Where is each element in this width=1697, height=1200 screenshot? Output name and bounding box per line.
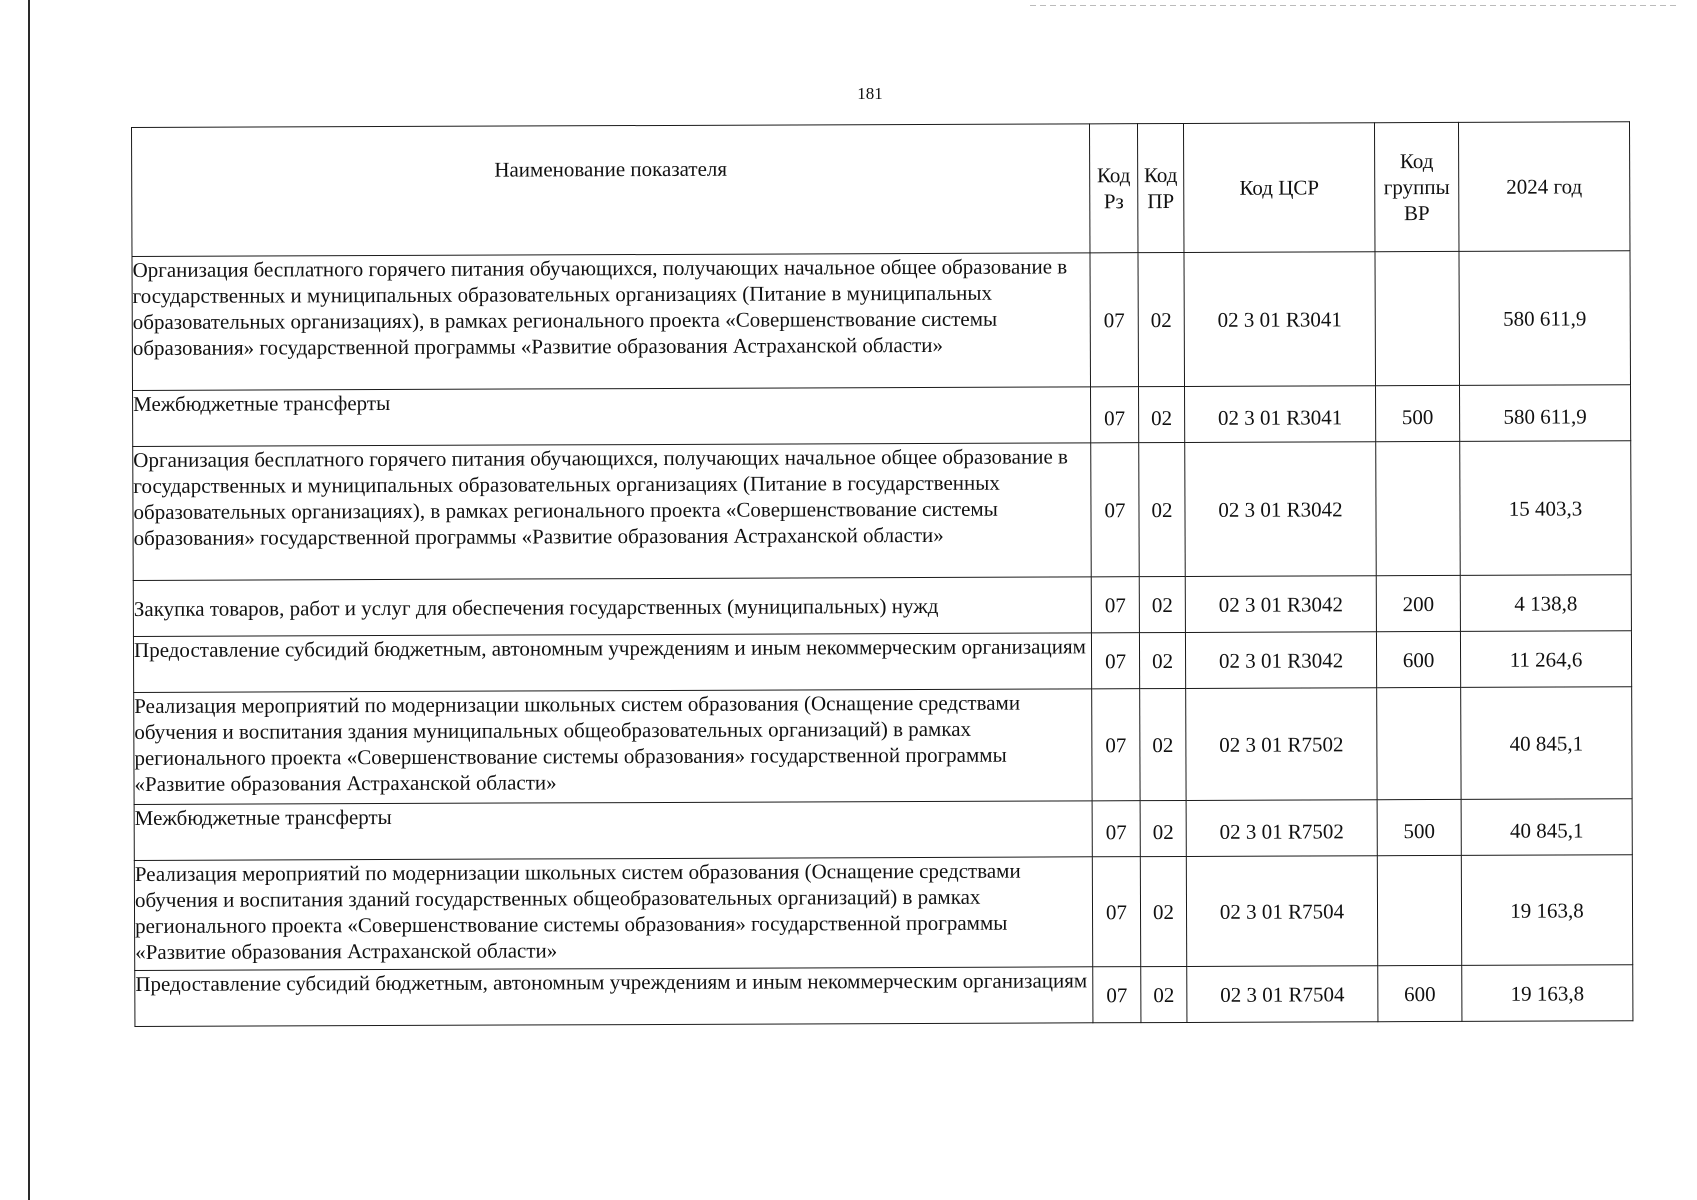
row-csr: 02 3 01 R7502 xyxy=(1186,800,1377,857)
row-rz: 07 xyxy=(1092,801,1140,857)
row-csr: 02 3 01 R7504 xyxy=(1187,966,1378,1023)
row-pr: 02 xyxy=(1138,252,1185,386)
row-amount: 40 845,1 xyxy=(1461,687,1632,800)
row-name: Межбюджетные трансферты xyxy=(134,801,1092,861)
header-year: 2024 год xyxy=(1458,122,1629,252)
row-csr: 02 3 01 R3041 xyxy=(1184,252,1376,387)
scan-left-edge xyxy=(28,0,30,1200)
row-name: Межбюджетные трансферты xyxy=(133,387,1091,447)
row-amount: 15 403,3 xyxy=(1460,441,1632,576)
row-vr: 200 xyxy=(1376,575,1460,631)
row-vr: 600 xyxy=(1376,631,1460,687)
row-rz: 07 xyxy=(1091,633,1139,689)
header-rz: Код Рз xyxy=(1089,124,1137,253)
row-pr: 02 xyxy=(1139,386,1185,442)
row-pr: 02 xyxy=(1141,966,1187,1022)
row-pr: 02 xyxy=(1139,576,1185,632)
row-amount: 580 611,9 xyxy=(1460,385,1631,442)
row-name: Организация бесплатного горячего питания обучающихся, получающих начальное общее образование в государственных и муниципальных образовательных организациях (Питание в государственных образовательных организациях), в рамках регионального проекта «Совершенствование системы образования» государственной программы «Развитие образования Астраханской области» xyxy=(133,443,1092,581)
table-row xyxy=(134,687,1632,805)
row-amount: 580 611,9 xyxy=(1459,251,1631,386)
row-vr: 500 xyxy=(1377,799,1461,855)
row-rz: 07 xyxy=(1092,857,1140,967)
table-row xyxy=(134,855,1632,971)
row-csr: 02 3 01 R3042 xyxy=(1185,632,1376,689)
row-amount: 19 163,8 xyxy=(1461,855,1632,966)
budget-table xyxy=(131,121,1633,1027)
row-csr: 02 3 01 R7504 xyxy=(1186,856,1377,967)
row-csr: 02 3 01 R3042 xyxy=(1185,442,1377,577)
row-vr xyxy=(1375,251,1460,385)
row-amount: 11 264,6 xyxy=(1460,631,1631,688)
row-rz: 07 xyxy=(1091,443,1140,577)
table-row xyxy=(135,965,1633,1027)
row-pr: 02 xyxy=(1139,632,1185,688)
header-csr: Код ЦСР xyxy=(1183,123,1374,253)
row-rz: 07 xyxy=(1090,253,1139,387)
row-pr: 02 xyxy=(1140,800,1186,856)
row-vr: 500 xyxy=(1376,385,1460,441)
table-row xyxy=(133,441,1632,581)
row-csr: 02 3 01 R3042 xyxy=(1185,576,1376,633)
row-csr: 02 3 01 R3041 xyxy=(1185,386,1376,443)
row-vr: 600 xyxy=(1378,965,1462,1021)
table-row xyxy=(132,251,1631,391)
table-row xyxy=(133,385,1631,447)
row-name: Предоставление субсидий бюджетным, автономным учреждениям и иным некоммерческим организациям xyxy=(133,633,1091,693)
table-row xyxy=(133,575,1631,637)
table-header-row xyxy=(132,122,1630,257)
header-pr: Код ПР xyxy=(1137,123,1183,252)
row-amount: 4 138,8 xyxy=(1460,575,1631,632)
row-rz: 07 xyxy=(1091,577,1139,633)
row-pr: 02 xyxy=(1140,688,1186,800)
row-name: Закупка товаров, работ и услуг для обеспечения государственных (муниципальных) нужд xyxy=(133,577,1091,637)
row-rz: 07 xyxy=(1092,689,1140,801)
table-row xyxy=(133,631,1631,693)
row-name: Предоставление субсидий бюджетным, автономным учреждениям и иным некоммерческим организациям xyxy=(135,967,1093,1027)
row-vr xyxy=(1377,687,1461,799)
header-name: Наименование показателя xyxy=(132,124,1090,257)
row-pr: 02 xyxy=(1140,856,1186,966)
row-name: Реализация мероприятий по модернизации школьных систем образования (Оснащение средствами обучения и воспитания зданий государственных общеобразовательных организаций) в рамках регионального проекта «Совершенствование системы образования» государственной программы «Развитие образования Астраханской области» xyxy=(134,857,1092,971)
header-vr: Код группы ВР xyxy=(1374,122,1458,251)
row-rz: 07 xyxy=(1093,967,1141,1023)
row-vr xyxy=(1377,855,1461,965)
row-pr: 02 xyxy=(1139,442,1186,576)
page-number: 181 xyxy=(857,84,883,103)
row-amount: 19 163,8 xyxy=(1462,965,1633,1022)
scan-top-edge xyxy=(1030,5,1680,6)
row-rz: 07 xyxy=(1091,387,1139,443)
row-amount: 40 845,1 xyxy=(1461,799,1632,856)
table-row xyxy=(134,799,1632,861)
row-csr: 02 3 01 R7502 xyxy=(1186,688,1377,801)
row-vr xyxy=(1376,441,1461,575)
row-name: Организация бесплатного горячего питания обучающихся, получающих начальное общее образование в государственных и муниципальных образовательных организациях (Питание в муниципальных образовательных организациях), в рамках регионального проекта «Совершенствование системы образования» государственной программы «Развитие образования Астраханской области» xyxy=(132,253,1091,391)
row-name: Реализация мероприятий по модернизации школьных систем образования (Оснащение средствами обучения и воспитания здания муниципальных общеобразовательных организаций) в рамках регионального проекта «Совершенствование системы образования» государственной программы «Развитие образования Астраханской области» xyxy=(134,689,1092,805)
